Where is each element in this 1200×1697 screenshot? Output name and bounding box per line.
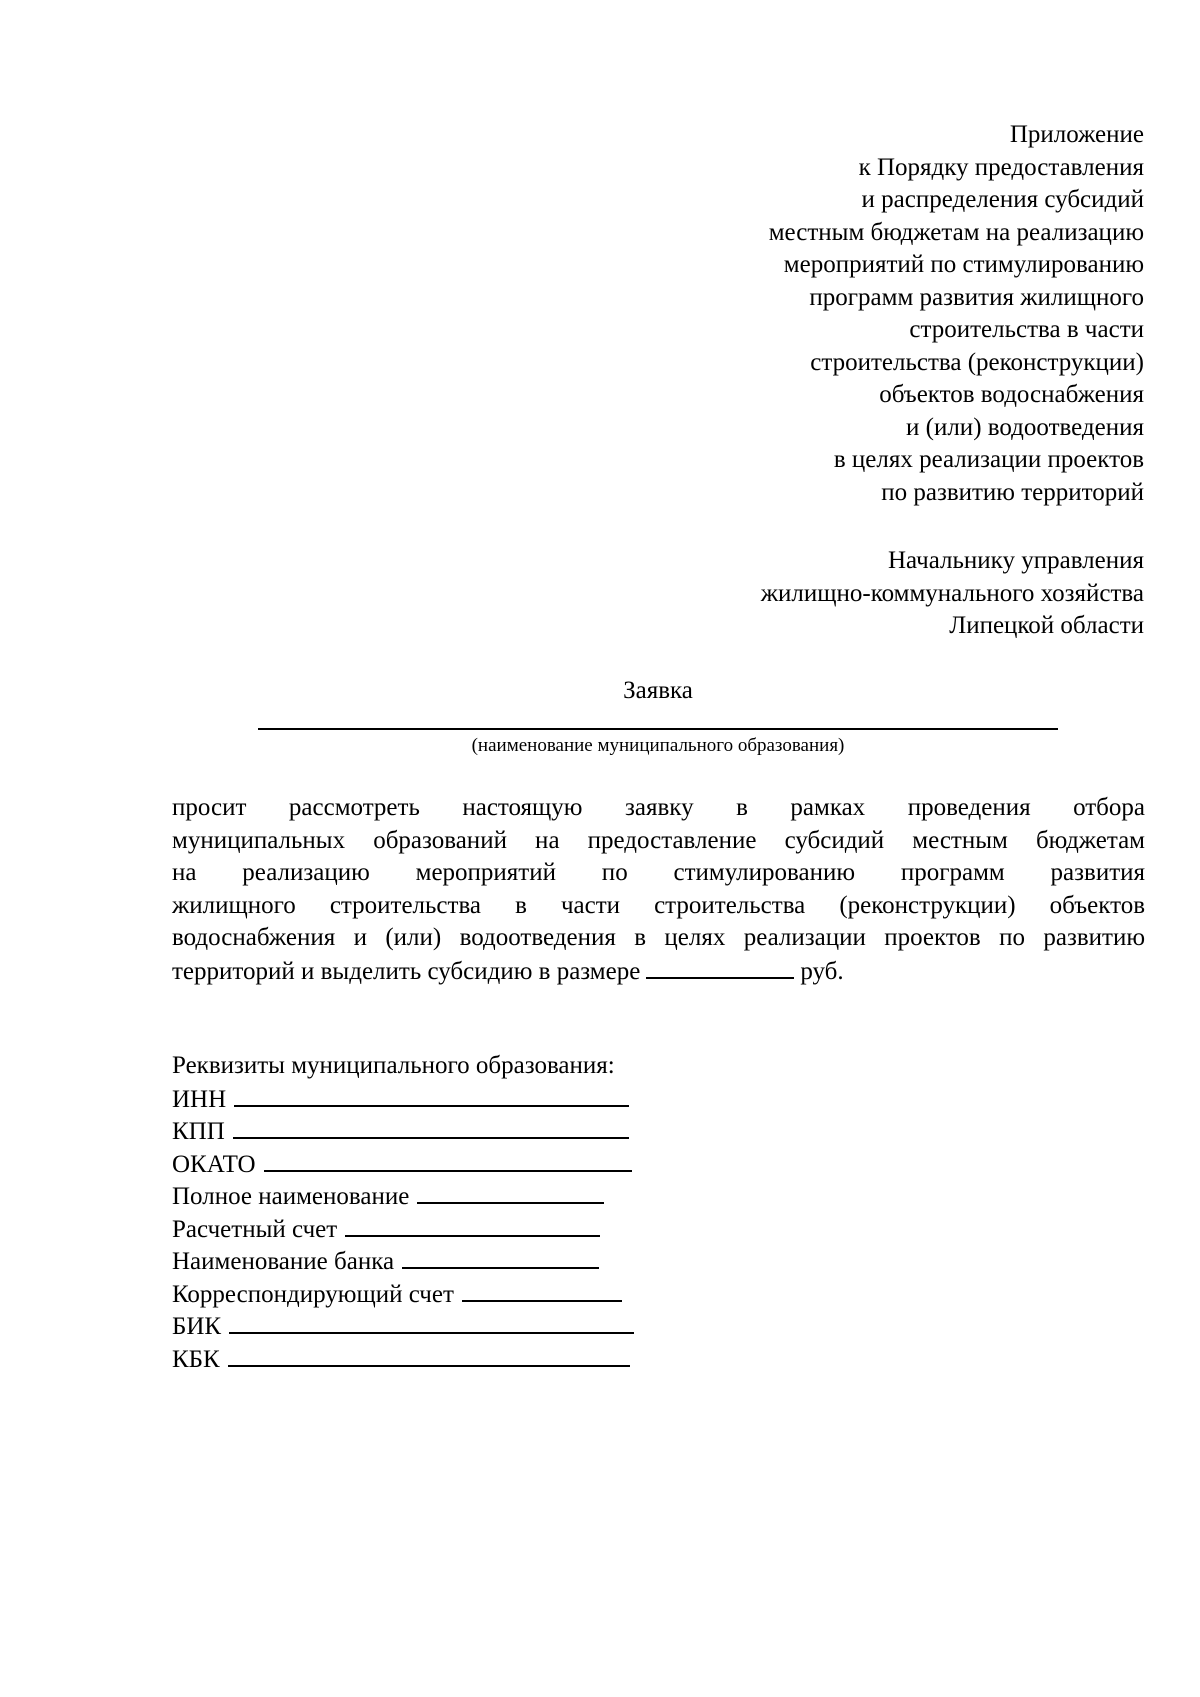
bank-name-field[interactable]	[402, 1245, 599, 1269]
requisite-row-okato	[172, 1148, 634, 1181]
body-line: на реализацию мероприятий по стимулированию программ развития	[172, 859, 1145, 886]
addressee-line: Липецкой области	[949, 612, 1144, 639]
appendix-line: Приложение	[1009, 121, 1144, 148]
inn-field[interactable]	[234, 1083, 629, 1107]
subsidy-amount-blank[interactable]	[646, 955, 794, 979]
body-line: водоснабжения и (или) водоотведения в целях реализации проектов по развитию	[172, 924, 1145, 951]
requisite-label: ОКАТО	[172, 1150, 256, 1178]
body-line: просит рассмотреть настоящую заявку в рамках проведения отбора	[172, 794, 1145, 821]
bik-field[interactable]	[229, 1310, 634, 1334]
requisite-label: БИК	[172, 1313, 222, 1340]
appendix-line: и (или) водоотведения	[906, 413, 1144, 441]
appendix-line: строительства (реконструкции)	[810, 348, 1144, 376]
appendix-line: мероприятий по стимулированию	[783, 251, 1144, 278]
requisite-label: Полное наименование	[172, 1183, 410, 1210]
requisite-row-account	[172, 1213, 634, 1246]
requisite-row-full-name	[172, 1180, 634, 1213]
appendix-block	[444, 119, 1144, 509]
document-title: Заявка	[623, 677, 693, 704]
requisites-block	[172, 1050, 634, 1375]
body-line: жилищного строительства в части строительства (реконструкции) объектов	[172, 891, 1145, 919]
addressee-line: жилищно-коммунального хозяйства	[760, 579, 1144, 607]
requisite-label: Корреспондирующий счет	[172, 1280, 454, 1308]
kbk-field[interactable]	[228, 1343, 630, 1367]
appendix-line: в целях реализации проектов	[833, 446, 1144, 473]
settlement-account-field[interactable]	[345, 1213, 600, 1237]
subsidy-amount-prefix: территорий и выделить субсидию в размере	[172, 957, 641, 985]
kpp-field[interactable]	[233, 1115, 629, 1139]
appendix-line: и распределения субсидий	[861, 186, 1144, 213]
document-title-wrap	[0, 675, 1200, 707]
requisite-row-bank	[172, 1245, 634, 1278]
appendix-line: строительства в части	[909, 316, 1144, 343]
requisite-row-bik	[172, 1310, 634, 1343]
requisite-label: КБК	[172, 1345, 220, 1373]
requisite-row-inn	[172, 1083, 634, 1116]
appendix-line: программ развития жилищного	[809, 283, 1144, 311]
okato-field[interactable]	[264, 1148, 632, 1172]
appendix-line: местным бюджетам на реализацию	[768, 218, 1144, 246]
corr-account-field[interactable]	[462, 1278, 622, 1302]
requisite-row-kbk	[172, 1343, 634, 1376]
requisite-row-corr-account	[172, 1278, 634, 1311]
requisite-row-kpp	[172, 1115, 634, 1148]
full-name-field[interactable]	[417, 1180, 604, 1204]
body-last-line	[172, 955, 1145, 989]
municipality-name-caption: (наименование муниципального образования)	[471, 735, 845, 756]
requisite-label: ИНН	[172, 1085, 227, 1113]
currency-label: руб.	[800, 957, 844, 985]
appendix-line: к Порядку предоставления	[858, 153, 1144, 181]
requisite-label: КПП	[172, 1118, 225, 1145]
addressee-block	[444, 545, 1144, 643]
requisites-heading: Реквизиты муниципального образования:	[172, 1052, 615, 1079]
body-line: муниципальных образований на предоставление субсидий местным бюджетам	[172, 826, 1145, 854]
appendix-line: по развитию территорий	[881, 478, 1144, 506]
appendix-line: объектов водоснабжения	[879, 381, 1144, 408]
municipality-name-blank[interactable]	[258, 728, 1058, 730]
request-body	[172, 792, 1145, 988]
requisite-label: Наименование банка	[172, 1248, 395, 1275]
addressee-line: Начальнику управления	[888, 547, 1144, 574]
requisite-label: Расчетный счет	[172, 1215, 338, 1243]
